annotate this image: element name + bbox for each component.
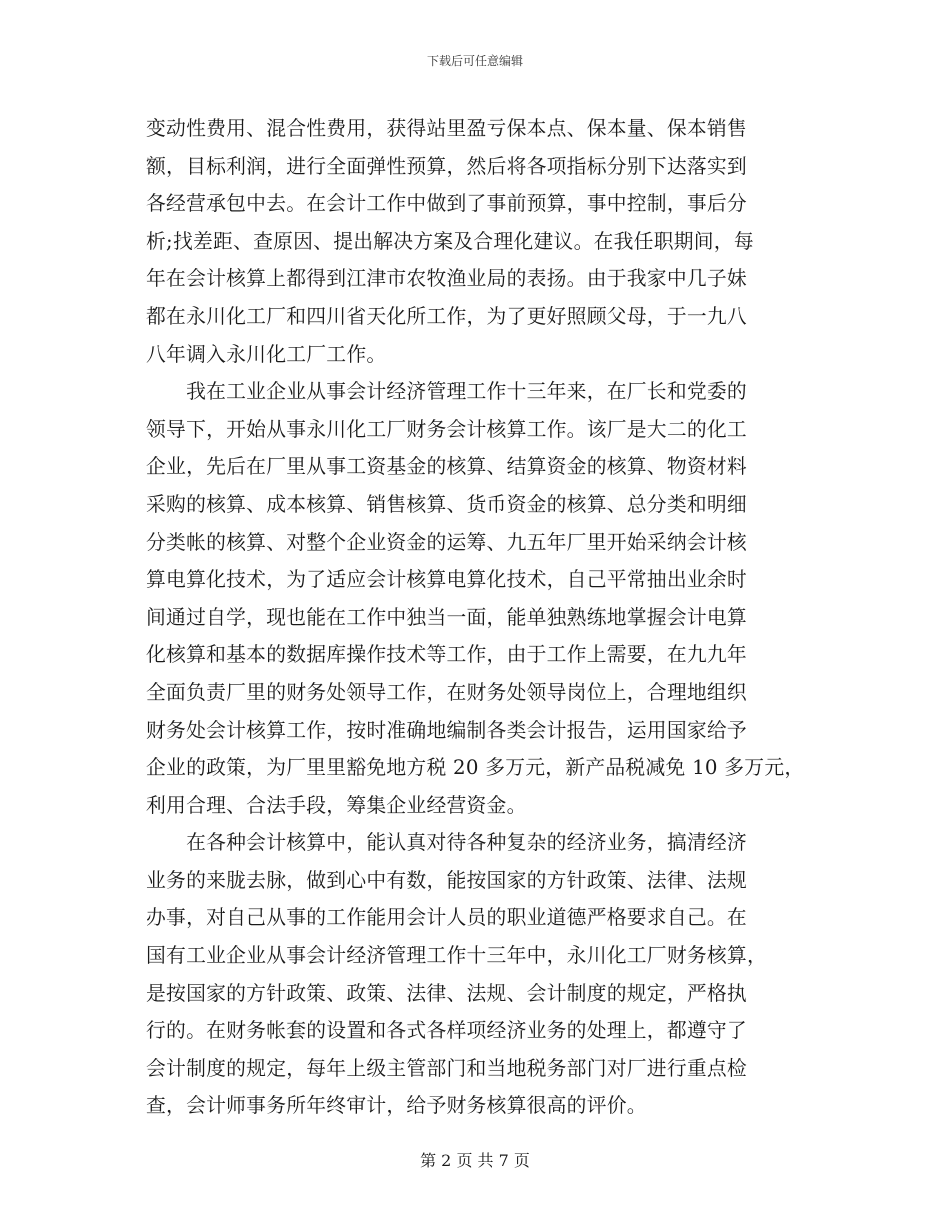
text-line: 采购的核算、成本核算、销售核算、货币资金的核算、总分类和明细 (146, 492, 747, 516)
text-line: 化核算和基本的数据库操作技术等工作，由于工作上需要，在九九年 (146, 643, 747, 667)
text-line: 国有工业企业从事会计经济管理工作十三年中，永川化工厂财务核算， (146, 944, 767, 968)
text-line: 会计制度的规定，每年上级主管部门和当地税务部门对厂进行重点检 (146, 1056, 747, 1080)
text-line: 业务的来胧去脉，做到心中有数，能按国家的方针政策、法律、法规 (146, 868, 747, 892)
text-line: 分类帐的核算、对整个企业资金的运筹、九五年厂里开始采纳会计核 (146, 530, 747, 554)
page-header-note: 下载后可任意编辑 (426, 54, 523, 68)
text-line: 八年调入永川化工厂工作。 (146, 342, 387, 366)
text-line: 企业的政策，为厂里里豁免地方税 20 多万元，新产品税减免 10 多万元， (146, 756, 805, 780)
text-line: 行的。在财务帐套的设置和各式各样项经济业务的处理上，都遵守了 (146, 1019, 747, 1043)
text-line: 算电算化技术，为了适应会计核算电算化技术，自己平常抽出业余时 (146, 568, 747, 592)
text-line: 是按国家的方针政策、政策、法律、法规、会计制度的规定，严格执 (146, 981, 747, 1005)
text-line: 变动性费用、混合性费用，获得站里盈亏保本点、保本量、保本销售 (146, 117, 747, 140)
text-line: 额，目标利润，进行全面弹性预算，然后将各项指标分别下达落实到 (146, 154, 747, 178)
text-line: 全面负责厂里的财务处领导工作，在财务处领导岗位上，合理地组织 (146, 680, 747, 704)
text-line: 间通过自学，现也能在工作中独当一面，能单独熟练地掌握会计电算 (146, 605, 747, 629)
text-line: 财务处会计核算工作，按时准确地编制各类会计报告，运用国家给予 (146, 718, 747, 742)
text-line: 在各种会计核算中，能认真对待各种复杂的经济业务，搞清经济 (146, 831, 747, 855)
text-line: 领导下，开始从事永川化工厂财务会计核算工作。该厂是大二的化工 (146, 417, 747, 441)
text-line: 析;找差距、查原因、提出解决方案及合理化建议。在我任职期间，每 (146, 229, 754, 253)
text-line: 办事，对自己从事的工作能用会计人员的职业道德严格要求自己。在 (146, 906, 747, 930)
text-line: 都在永川化工厂和四川省天化所工作，为了更好照顾父母，于一九八 (146, 304, 747, 328)
page-number-footer: 第 2 页 共 7 页 (420, 1151, 530, 1170)
text-line: 年在会计核算上都得到江津市农牧渔业局的表扬。由于我家中几子妹 (146, 267, 747, 291)
text-line: 我在工业企业从事会计经济管理工作十三年来，在厂长和党委的 (146, 380, 747, 404)
text-line: 查，会计师事务所年终审计，给予财务核算很高的评价。 (146, 1094, 647, 1118)
document-body (146, 110, 826, 1125)
text-line: 利用合理、合法手段，筹集企业经营资金。 (146, 793, 527, 817)
text-line: 企业，先后在厂里从事工资基金的核算、结算资金的核算、物资材料 (146, 455, 747, 479)
text-line: 各经营承包中去。在会计工作中做到了事前预算，事中控制，事后分 (146, 192, 747, 216)
